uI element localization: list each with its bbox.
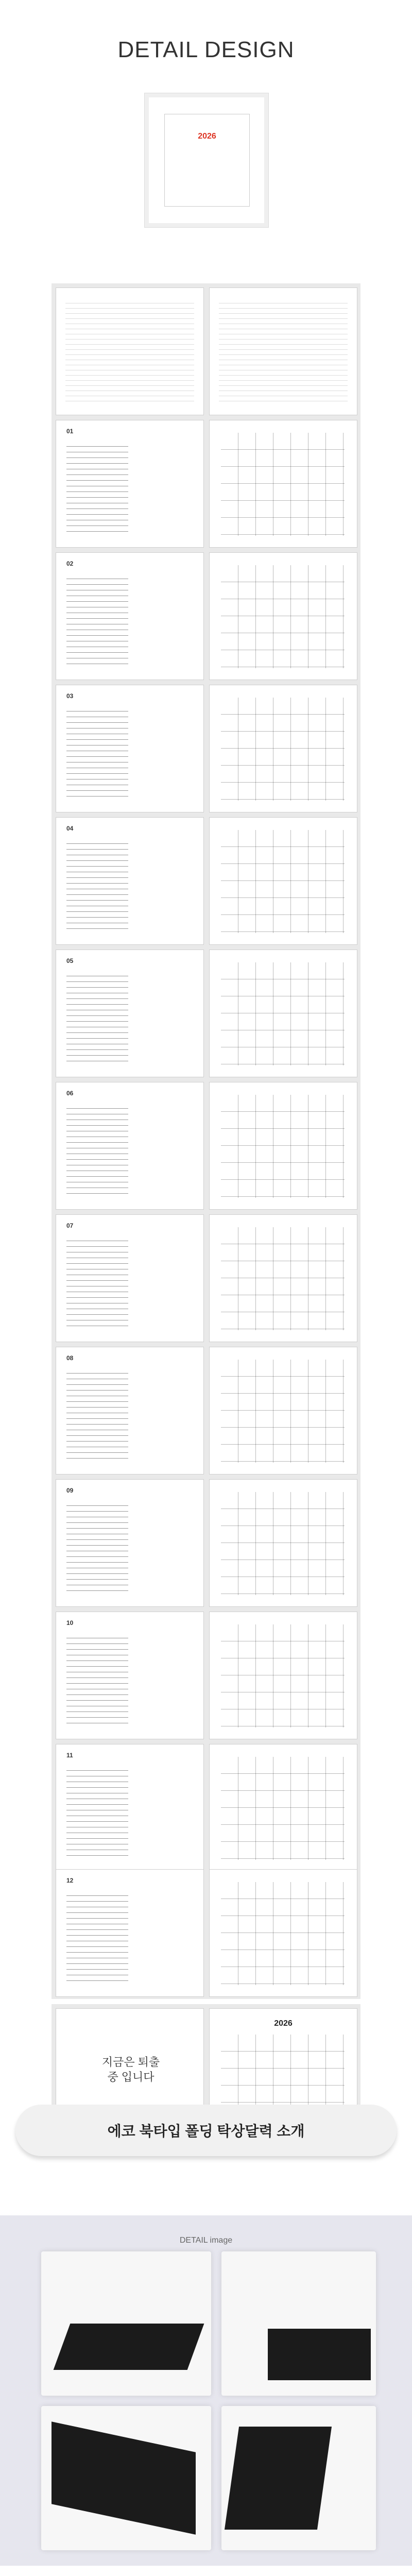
month-label: 03 xyxy=(66,692,74,700)
black-board xyxy=(52,2421,196,2535)
calendar-page xyxy=(56,1744,204,1872)
calendar-page xyxy=(56,685,204,812)
detail-photo xyxy=(221,2406,376,2550)
calendar-page xyxy=(56,1347,204,1475)
month-label: 06 xyxy=(66,1090,74,1097)
month-label: 09 xyxy=(66,1487,74,1494)
calendar-page xyxy=(56,950,204,1077)
note-lines xyxy=(66,1890,128,1983)
cover-inner xyxy=(164,114,250,207)
month-grid xyxy=(221,1360,345,1463)
note-lines xyxy=(66,1103,128,1196)
calendar-page xyxy=(209,1744,357,1872)
calendar-cover-preview xyxy=(144,93,269,228)
calendar-page xyxy=(56,1869,204,1997)
month-grid xyxy=(221,698,345,801)
calendar-page xyxy=(56,287,204,415)
calendar-page xyxy=(56,1479,204,1607)
note-lines xyxy=(66,706,128,799)
month-label: 10 xyxy=(66,1619,74,1626)
month-label: 08 xyxy=(66,1354,74,1362)
calendar-page xyxy=(209,1214,357,1342)
calendar-page xyxy=(56,1214,204,1342)
detail-photo xyxy=(41,2251,211,2396)
note-lines xyxy=(66,1765,128,1858)
year-label: 2026 xyxy=(274,2019,293,2028)
black-board xyxy=(225,2427,332,2530)
month-label: 12 xyxy=(66,1877,74,1884)
month-grid xyxy=(221,1624,345,1727)
month-grid xyxy=(221,1882,345,1985)
calendar-page xyxy=(209,287,357,415)
month-grid xyxy=(221,565,345,668)
month-label: 11 xyxy=(66,1752,73,1759)
month-label: 02 xyxy=(66,560,74,567)
month-grid xyxy=(221,1492,345,1595)
note-lines xyxy=(66,441,128,534)
month-grid xyxy=(221,962,345,1065)
month-label: 04 xyxy=(66,825,74,832)
month-grid xyxy=(221,433,345,536)
month-grid xyxy=(221,830,345,933)
calendar-pages-grid xyxy=(52,283,360,1999)
note-lines xyxy=(66,1235,128,1328)
detail-photo xyxy=(221,2251,376,2396)
month-grid xyxy=(221,1095,345,1198)
calendar-page xyxy=(56,1082,204,1210)
calendar-page xyxy=(209,1479,357,1607)
calendar-page xyxy=(56,552,204,680)
black-board xyxy=(268,2329,371,2380)
note-lines xyxy=(66,573,128,666)
table-sheet xyxy=(65,298,194,401)
table-sheet xyxy=(219,298,348,401)
calendar-page xyxy=(209,420,357,548)
month-label: 05 xyxy=(66,957,74,964)
note-lines xyxy=(66,1368,128,1461)
calendar-page xyxy=(209,1347,357,1475)
calendar-page xyxy=(209,950,357,1077)
calendar-page xyxy=(56,817,204,945)
note-lines xyxy=(66,1500,128,1593)
month-grid xyxy=(221,1757,345,1860)
note-lines xyxy=(66,971,128,1063)
detail-image-section xyxy=(0,2215,412,2566)
detail-image-label: DETAIL image xyxy=(179,2236,233,2245)
calendar-page xyxy=(56,420,204,548)
calendar-page xyxy=(56,1612,204,1739)
note-lines xyxy=(66,1633,128,1725)
note-lines xyxy=(66,838,128,931)
calendar-page xyxy=(209,552,357,680)
month-label: 07 xyxy=(66,1222,74,1229)
calendar-page xyxy=(209,1612,357,1739)
cover-year: 2026 xyxy=(198,132,216,141)
detail-photo xyxy=(41,2406,211,2550)
calendar-page xyxy=(209,1082,357,1210)
page-title: DETAIL DESIGN xyxy=(117,37,295,62)
calendar-page xyxy=(209,1869,357,1997)
calendar-page xyxy=(209,685,357,812)
black-board xyxy=(54,2324,204,2370)
quote-text: 지금은 퇴출중 입니다 xyxy=(101,2056,160,2083)
intro-banner: 에코 북타입 폴딩 탁상달력 소개 xyxy=(15,2105,397,2156)
month-grid xyxy=(221,1227,345,1330)
calendar-page xyxy=(209,817,357,945)
month-label: 01 xyxy=(66,428,74,435)
